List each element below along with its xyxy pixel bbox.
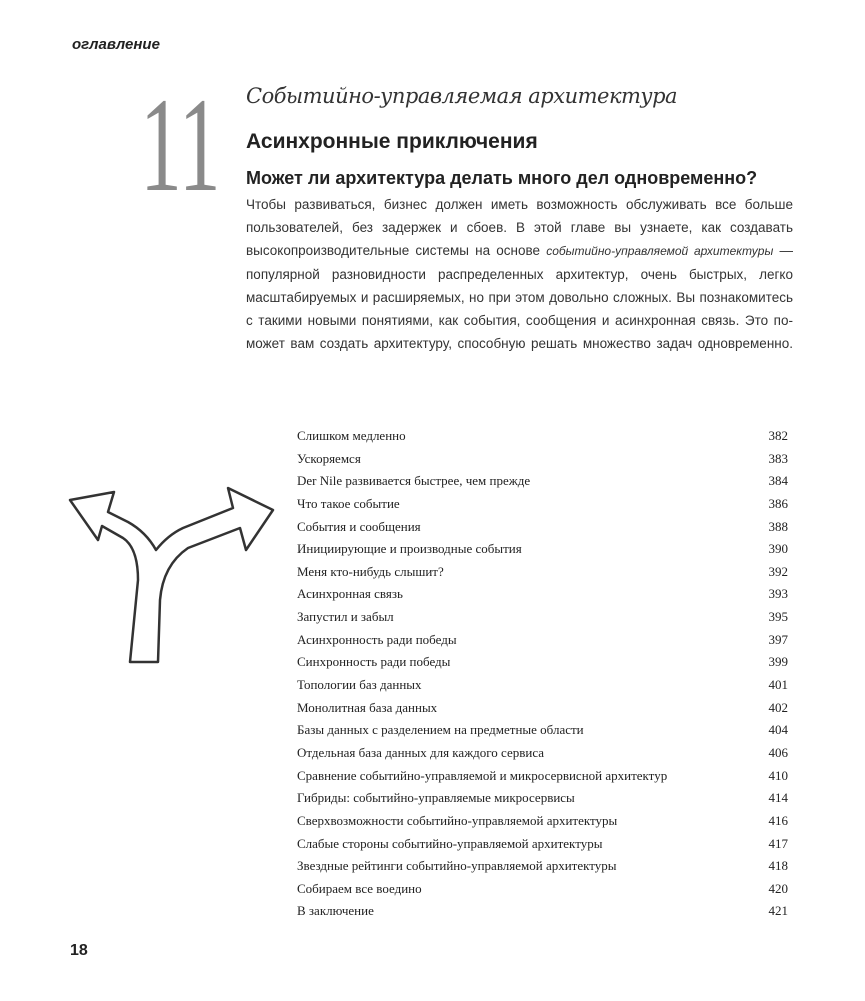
toc-entry-page: 410: [768, 767, 788, 783]
toc-entry-page: 406: [768, 744, 788, 760]
toc-entry[interactable]: [297, 493, 788, 516]
chapter-part-label: Событийно-управляемая архитектура: [246, 84, 678, 108]
toc-entry[interactable]: [297, 561, 788, 584]
paragraph-line: может вам создать архитектуру, способную решать множество задач одновременно.: [246, 336, 793, 352]
toc-entry[interactable]: [297, 810, 788, 833]
toc-entry[interactable]: [297, 606, 788, 629]
toc-entry-page: 401: [768, 677, 788, 693]
toc-entry[interactable]: [297, 674, 788, 697]
paragraph-line: [246, 239, 793, 262]
toc-entry[interactable]: [297, 787, 788, 810]
toc-entry-page: 404: [768, 722, 788, 738]
toc-entry-page: 386: [768, 495, 788, 511]
toc-entry-page: 383: [768, 450, 788, 466]
toc-entry-page: 388: [768, 518, 788, 534]
toc-entry[interactable]: [297, 697, 788, 720]
toc-entry[interactable]: [297, 425, 788, 448]
paragraph-line: популярной разновидности распределенных архитектур, очень быстрых, легко: [246, 266, 793, 282]
toc-entry[interactable]: [297, 470, 788, 493]
toc-entry-page: 420: [768, 880, 788, 896]
toc-entry[interactable]: [297, 900, 788, 923]
toc-entry-page: 382: [768, 428, 788, 443]
toc-entry[interactable]: [297, 855, 788, 878]
toc-entry-title: Асинхронная связь: [297, 586, 403, 602]
toc-entry-title: Топологии баз данных: [297, 677, 422, 693]
toc-entry-page: 397: [768, 631, 788, 647]
toc-entry-title: Гибриды: событийно-управляемые микросервисы: [297, 790, 575, 806]
toc-entry-title: В заключение: [297, 903, 374, 919]
toc-entry[interactable]: [297, 629, 788, 652]
text-span: —: [773, 243, 793, 259]
toc-entry-page: 421: [768, 903, 788, 919]
toc-entry-title: Слабые стороны событийно-управляемой архитектуры: [297, 835, 603, 851]
toc-entry[interactable]: [297, 538, 788, 561]
toc-entry-title: Сверхвозможности событийно-управляемой архитектуры: [297, 812, 618, 828]
paragraph-line: масштабируемых и расширяемых, но при этом довольно сложных. Вы познакомитесь: [246, 289, 793, 305]
text-span: высокопроизводительные системы на основе: [246, 243, 547, 259]
toc-entry-title: Монолитная база данных: [297, 699, 438, 715]
toc-entry-page: 414: [768, 790, 788, 806]
toc-entry[interactable]: [297, 448, 788, 471]
toc-entry-page: 393: [768, 586, 788, 602]
running-header: оглавление: [72, 36, 160, 53]
toc-entry[interactable]: [297, 833, 788, 856]
toc-entry-title: Der Nile развивается быстрее, чем прежде: [297, 473, 531, 489]
emphasis-term: событийно-управляемой архитектуры: [546, 244, 774, 259]
toc-entry-title: Отдельная база данных для каждого сервиса: [297, 744, 545, 760]
toc-entry[interactable]: [297, 719, 788, 742]
fork-arrow-icon: [68, 470, 283, 670]
toc-entry-title: Асинхронность ради победы: [297, 631, 457, 647]
toc-entry[interactable]: [297, 878, 788, 901]
chapter-intro: [246, 193, 793, 355]
toc-entry-title: Слишком медленно: [297, 428, 406, 443]
toc-entry-title: Базы данных с разделением на предметные области: [297, 722, 584, 738]
chapter-title: Асинхронные приключения: [246, 130, 538, 153]
toc-entry-title: События и сообщения: [297, 518, 421, 534]
table-of-contents: [297, 425, 788, 923]
toc-entry-title: Что такое событие: [297, 495, 400, 511]
toc-entry[interactable]: [297, 583, 788, 606]
toc-entry-page: 402: [768, 699, 788, 715]
toc-entry-title: Меня кто-нибудь слышит?: [297, 563, 444, 579]
chapter-subtitle: Может ли архитектура делать много дел одновременно?: [246, 168, 758, 188]
toc-entry-page: 392: [768, 563, 788, 579]
toc-entry-page: 384: [768, 473, 788, 489]
toc-entry-page: 416: [768, 812, 788, 828]
toc-entry-title: Сравнение событийно-управляемой и микросервисной архитектур: [297, 767, 668, 783]
toc-entry[interactable]: [297, 516, 788, 539]
paragraph-line: Чтобы развиваться, бизнес должен иметь возможность обслуживать все больше: [246, 197, 793, 212]
toc-entry-title: Звездные рейтинги событийно-управляемой архитектуры: [297, 858, 617, 874]
chapter-number: 11: [140, 71, 221, 220]
page-number: 18: [70, 942, 88, 959]
toc-entry-page: 418: [768, 858, 788, 874]
toc-entry[interactable]: [297, 742, 788, 765]
paragraph-line: с такими новыми понятиями, как события, сообщения и асинхронная связь. Это по-: [246, 312, 793, 328]
toc-entry[interactable]: [297, 765, 788, 788]
toc-entry-page: 399: [768, 654, 788, 670]
toc-entry-title: Синхронность ради победы: [297, 654, 451, 670]
toc-entry[interactable]: [297, 651, 788, 674]
toc-entry-title: Запустил и забыл: [297, 609, 394, 625]
paragraph-line: пользователей, без задержек и сбоев. В этой главе вы узнаете, как создавать: [246, 220, 793, 236]
toc-entry-title: Ускоряемся: [297, 450, 361, 466]
toc-entry-page: 417: [768, 835, 788, 851]
toc-entry-title: Инициирующие и производные события: [297, 541, 522, 557]
toc-entry-page: 395: [768, 609, 788, 625]
toc-entry-title: Собираем все воедино: [297, 880, 422, 896]
toc-entry-page: 390: [768, 541, 788, 557]
